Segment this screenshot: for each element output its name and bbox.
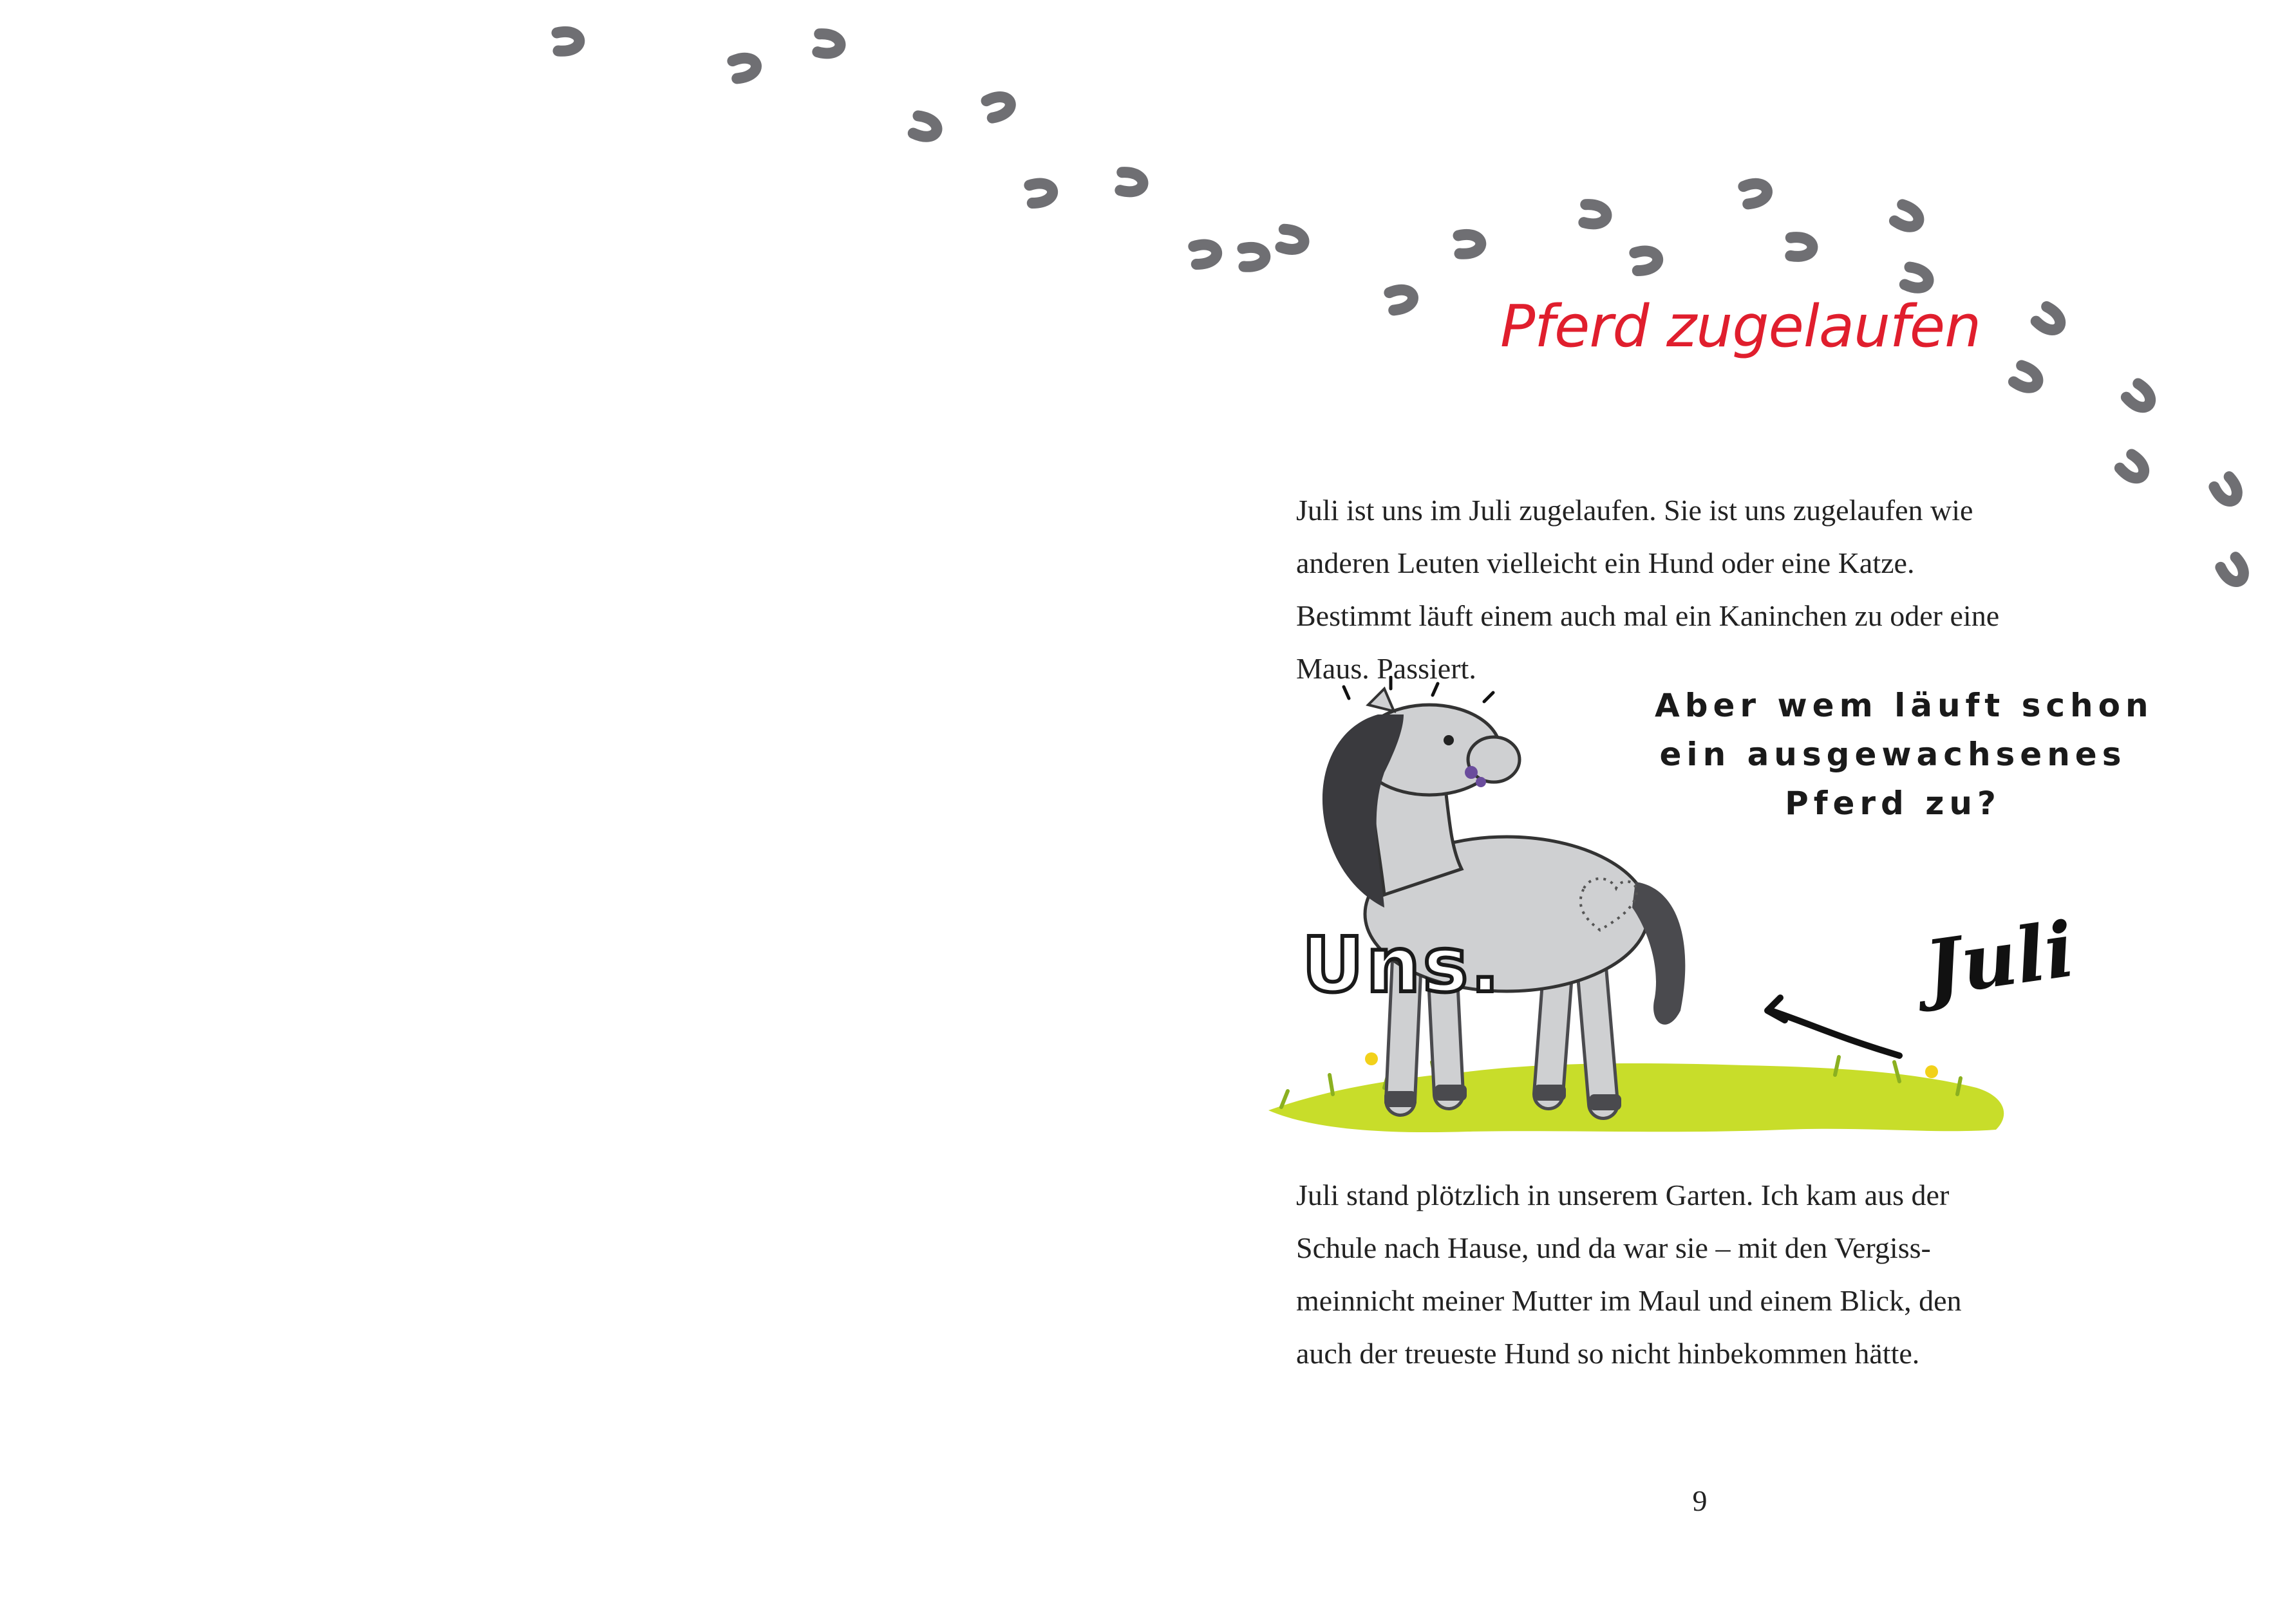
horseshoe-icon — [2220, 557, 2248, 586]
horseshoe-icon — [912, 115, 939, 141]
horseshoe-icon — [1030, 182, 1053, 203]
horseshoe-icon — [2119, 454, 2149, 483]
paragraph-2 — [1296, 1169, 2133, 1380]
speech-line: Aber wem läuft schon — [1655, 687, 2154, 724]
horseshoe-icon — [1119, 171, 1144, 194]
horseshoe-icon — [733, 56, 758, 79]
uns-label: Uns. — [1302, 920, 1502, 1009]
paragraph-line: Juli stand plötzlich in unserem Garten. Ich kam aus der — [1296, 1179, 1950, 1211]
horseshoe-icon — [1458, 234, 1481, 254]
paragraph-line: anderen Leuten vielleicht ein Hund oder eine Katze. — [1296, 546, 1915, 579]
paragraph-line: meinnicht meiner Mutter im Maul und einem Blick, den — [1296, 1284, 1962, 1317]
horseshoe-icon — [1583, 203, 1608, 226]
horseshoe-icon — [1243, 247, 1265, 266]
chapter-title: Pferd zugelaufen — [1500, 293, 1981, 360]
horseshoe-icon — [557, 32, 579, 51]
paragraph-line: Maus. Passiert. — [1296, 652, 1476, 685]
horseshoe-icon — [816, 33, 842, 55]
horseshoe-icon — [2035, 306, 2065, 335]
horseshoe-icon — [1744, 182, 1769, 204]
horseshoe-icon — [1389, 288, 1415, 310]
horseshoe-icon — [1279, 229, 1306, 253]
paragraph-line: Schule nach Hause, und da war sie – mit den Vergiss- — [1296, 1231, 1931, 1264]
horseshoe-icon — [1903, 266, 1931, 292]
speech-bubble-text — [1655, 681, 2154, 828]
horseshoe-icon — [1635, 250, 1659, 271]
speech-line: ein ausgewachsenes — [1659, 736, 2127, 773]
paragraph-1 — [1296, 484, 2133, 695]
horseshoe-icon — [2125, 383, 2155, 413]
paragraph-line: Juli ist uns im Juli zugelaufen. Sie ist uns zugelaufen wie — [1296, 494, 1973, 527]
horseshoe-icon — [1789, 237, 1813, 258]
speech-line: Pferd zu? — [1785, 785, 2001, 822]
horseshoe-icon — [2013, 365, 2042, 393]
grass-patch — [1268, 1063, 2004, 1132]
horseshoe-icon — [1194, 243, 1218, 265]
page-number: 9 — [1692, 1484, 1708, 1517]
horseshoe-icon — [986, 94, 1013, 118]
paragraph-line: auch der treueste Hund so nicht hinbekommen hätte. — [1296, 1337, 1920, 1370]
horseshoe-icon — [1894, 204, 1923, 232]
juli-handwritten-label: Juli — [1919, 904, 2080, 1014]
horseshoe-icon — [2214, 476, 2241, 505]
paragraph-line: Bestimmt läuft einem auch mal ein Kaninchen zu oder eine — [1296, 599, 2000, 632]
